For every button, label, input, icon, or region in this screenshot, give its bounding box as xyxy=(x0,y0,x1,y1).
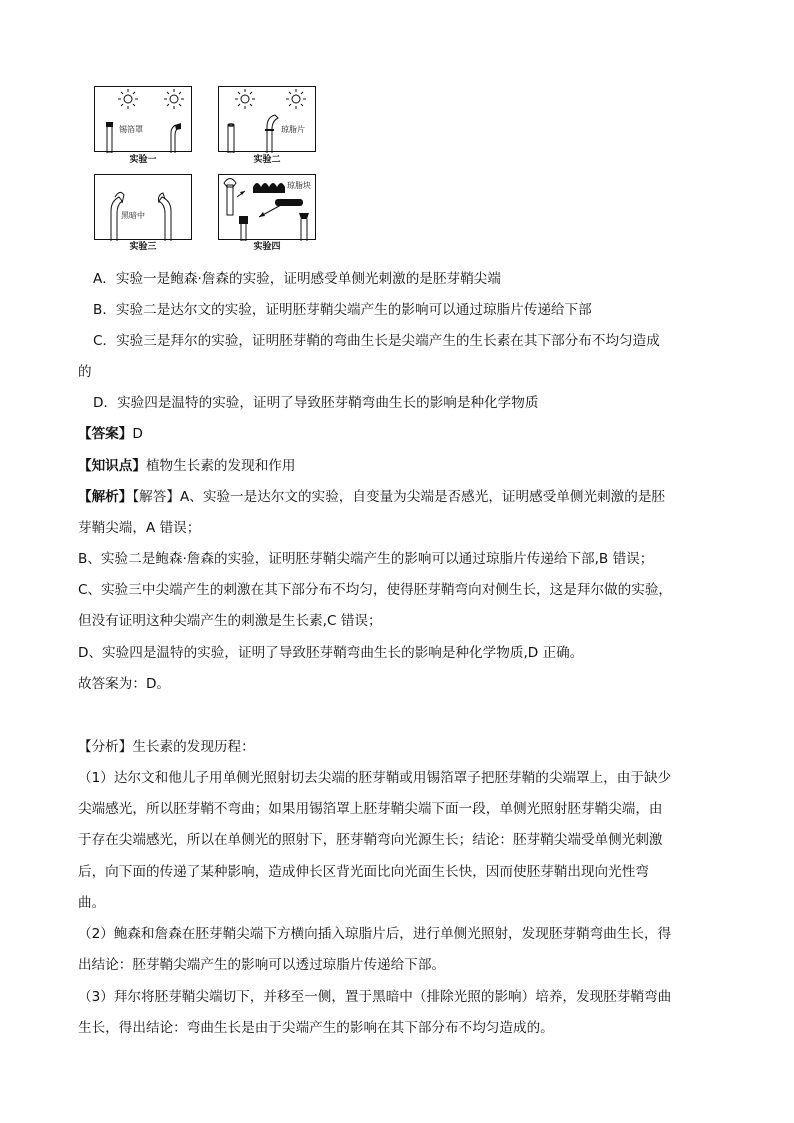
option-b-text: 实验二是达尔文的实验，证明胚芽鞘尖端产生的影响可以通过琼脂片传递给下部 xyxy=(115,302,592,318)
fenxi-line-4: 后，向下面的传递了某种影响，造成伸长区背光面比向光面生长快，因而使胚芽鞘出现向光性弯 xyxy=(78,864,649,880)
experiment-figure xyxy=(92,84,311,262)
experiment-2-panel xyxy=(218,86,316,152)
fenxi-tag: 【分析】 xyxy=(78,739,133,755)
experiment-4-panel xyxy=(218,174,316,240)
fenxi-line-8: （3）拜尔将胚芽鞘尖端切下，并移至一侧，置于黑暗中（排除光照的影响）培养，发现胚芽鞘弯曲 xyxy=(78,989,672,1005)
fenxi-title-line xyxy=(78,737,794,757)
experiment-2-drawing xyxy=(219,87,317,153)
darkness-label: 黑暗中 xyxy=(121,211,145,220)
option-c-letter: C． xyxy=(93,333,117,349)
option-b-letter: B． xyxy=(93,302,116,318)
fenxi-line-6: （2）鲍森和詹森在胚芽鞘尖端下方横向插入琼脂片后，进行单侧光照射，发现胚芽鞘弯曲生长，得 xyxy=(78,926,672,942)
fenxi-line-1: （1）达尔文和他儿子用单侧光照射切去尖端的胚芽鞘或用锡箔罩子把胚芽鞘的尖端罩上，由于缺少 xyxy=(78,770,672,786)
experiment-3-panel xyxy=(94,174,192,240)
knowledge-value: 植物生长素的发现和作用 xyxy=(145,458,296,474)
option-a xyxy=(93,269,794,289)
analysis-line-7: 故答案为：D。 xyxy=(78,676,171,692)
analysis-line-1 xyxy=(78,487,794,507)
knowledge-line xyxy=(78,456,794,476)
option-c-continuation: 的 xyxy=(78,364,92,380)
fenxi-line-9: 生长，得出结论：弯曲生长是由于尖端产生的影响在其下部分布不均匀造成的。 xyxy=(78,1020,554,1036)
option-b xyxy=(93,300,794,320)
option-a-text: 实验一是鲍森·詹森的实验，证明感受单侧光刺激的是胚芽鞘尖端 xyxy=(115,271,501,287)
option-d xyxy=(93,393,794,413)
option-a-letter: A． xyxy=(93,271,116,287)
experiment-1-panel xyxy=(94,86,192,152)
fenxi-title: 生长素的发现历程： xyxy=(132,739,255,755)
analysis-tag: 【解析】 xyxy=(78,489,133,505)
option-c xyxy=(93,331,794,351)
answer-tag: 【答案】 xyxy=(78,426,133,442)
experiment-4-caption: 实验四 xyxy=(253,242,281,252)
tinfoil-cap-label: 锡箔罩 xyxy=(119,125,143,134)
agar-block-label: 琼脂块 xyxy=(287,181,311,190)
agar-sheet-label: 琼脂片 xyxy=(281,125,305,134)
option-c-text: 实验三是拜尔的实验，证明胚芽鞘的弯曲生长是尖端产生的生长素在其下部分布不均匀造成 xyxy=(116,333,660,349)
analysis-text: A、实验一是达尔文的实验，自变量为尖端是否感光，证明感受单侧光刺激的是胚 xyxy=(179,489,666,505)
experiment-3-drawing xyxy=(95,175,193,241)
experiment-1-drawing xyxy=(95,87,193,153)
fenxi-line-2: 尖端感光，所以胚芽鞘不弯曲；如果用锡箔罩上胚芽鞘尖端下面一段，单侧光照射胚芽鞘尖端，由 xyxy=(78,801,663,817)
experiment-2-caption: 实验二 xyxy=(253,155,281,165)
solution-tag: 【解答】 xyxy=(132,489,180,505)
experiment-1-caption: 实验一 xyxy=(129,155,157,165)
analysis-line-4: C、实验三中尖端产生的刺激在其下部分布不均匀，使得胚芽鞘弯向对侧生长，这是拜尔做的实验， xyxy=(78,582,673,598)
experiment-3-caption: 实验三 xyxy=(129,242,157,252)
answer-value: D xyxy=(132,426,143,442)
option-d-text: 实验四是温特的实验，证明了导致胚芽鞘弯曲生长的影响是种化学物质 xyxy=(117,395,539,411)
knowledge-tag: 【知识点】 xyxy=(78,458,146,474)
fenxi-line-7: 出结论：胚芽鞘尖端产生的影响可以透过琼脂片传递给下部。 xyxy=(78,957,446,973)
analysis-line-5: 但没有证明这种尖端产生的刺激是生长素,C 错误； xyxy=(78,613,382,629)
analysis-line-3: B、实验二是鲍森·詹森的实验，证明胚芽鞘尖端产生的影响可以通过琼脂片传递给下部,B 错误； xyxy=(78,551,654,567)
fenxi-line-3: 于存在尖端感光，所以在单侧光的照射下，胚芽鞘弯向光源生长；结论：胚芽鞘尖端受单侧光刺激 xyxy=(78,832,663,848)
option-d-letter: D． xyxy=(93,395,118,411)
analysis-line-2: 芽鞘尖端，A 错误； xyxy=(78,520,201,536)
answer-line xyxy=(78,424,794,444)
analysis-line-6: D、实验四是温特的实验，证明了导致胚芽鞘弯曲生长的影响是种化学物质,D 正确。 xyxy=(78,645,584,661)
fenxi-line-5: 曲。 xyxy=(78,895,106,911)
